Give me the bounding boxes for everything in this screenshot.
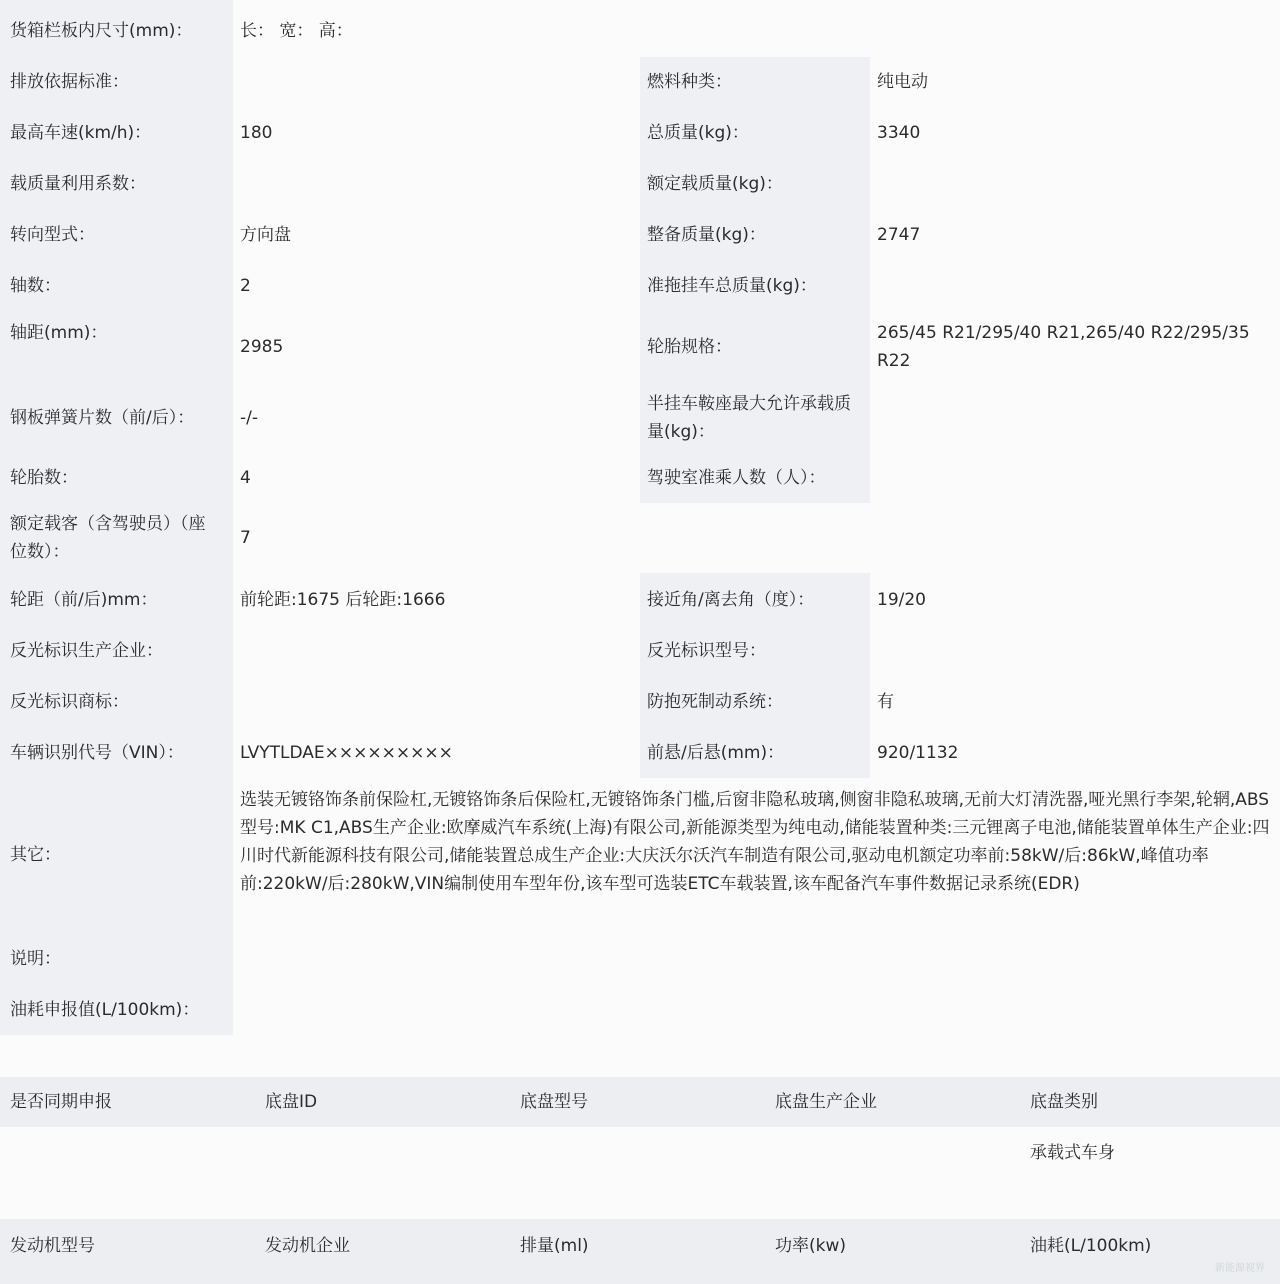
spec-label: 轴距(mm)： (10, 323, 108, 343)
spec-label: 轮距（前/后)mm： (10, 590, 158, 610)
spec-value: 长： 宽： 高： (240, 21, 353, 41)
spec-label: 其它： (10, 845, 61, 865)
spec-label: 额定载客（含驾驶员）（座位数）： (10, 514, 206, 562)
spec-value: -/- (240, 408, 258, 428)
spec-label-2: 半挂车鞍座最大允许承载质量(kg)： (647, 394, 851, 442)
spec-label: 载质量利用系数： (10, 174, 146, 194)
chassis-header-type: 底盘类别 (1030, 1092, 1098, 1112)
spec-value-2: 有 (877, 692, 894, 712)
spec-value: 前轮距:1675 后轮距:1666 (240, 590, 446, 610)
engine-header-displacement: 排量(ml) (520, 1236, 589, 1256)
chassis-header-id: 底盘ID (265, 1092, 318, 1112)
chassis-cell-type: 承载式车身 (1030, 1143, 1115, 1163)
engine-header-consumption: 油耗(L/100km) (1030, 1236, 1152, 1256)
spec-label-2: 驾驶室准乘人数（人）： (647, 468, 826, 488)
spec-label-2: 反光标识型号： (647, 641, 766, 661)
spec-value: 4 (240, 468, 251, 488)
spec-value-2: 265/45 R21/295/40 R21,265/40 R22/295/35 R22 (877, 323, 1250, 371)
spec-value: LVYTLDAE××××××××× (240, 743, 453, 763)
spec-label-2: 防抱死制动系统： (647, 692, 783, 712)
spec-label: 货箱栏板内尺寸(mm)： (10, 21, 193, 41)
spec-value: 2 (240, 276, 251, 296)
engine-header-maker: 发动机企业 (265, 1236, 350, 1256)
spec-label-2: 准拖挂车总质量(kg)： (647, 276, 817, 296)
spec-label-2: 整备质量(kg)： (647, 225, 766, 245)
spec-label-2: 额定载质量(kg)： (647, 174, 783, 194)
spec-label-2: 总质量(kg)： (647, 123, 749, 143)
spec-value-2: 2747 (877, 225, 921, 245)
spec-label: 说明： (10, 949, 61, 969)
spec-label-2: 轮胎规格： (647, 337, 732, 357)
chassis-header-model: 底盘型号 (520, 1092, 588, 1112)
spec-label: 反光标识生产企业： (10, 641, 163, 661)
spec-label-2: 前悬/后悬(mm)： (647, 743, 785, 763)
spec-value-2: 920/1132 (877, 743, 959, 763)
spec-value-other: 选装无镀铬饰条前保险杠,无镀铬饰条后保险杠,无镀铬饰条门槛,后窗非隐私玻璃,侧窗非隐私玻璃,无前大灯清洗器,哑光黑行李架,轮辋,ABS型号:MK C1,ABS生产企业:欧摩威汽车系统(上海)有限公司,新能源类型为纯电动,储能装置种类:三元锂离子电池,储能装置单体生产企业:四川时代新能源科技有限公司,储能装置总成生产企业:大庆沃尔沃汽车制造有限公司,驱动电机额定功率前:58kW/后:86kW,峰值功率前:220kW/后:280kW,VIN编制使用车型年份,该车型可选装ETC车载装置,该车配备汽车事件数据记录系统(EDR) (240, 790, 1270, 894)
spec-value: 180 (240, 123, 273, 143)
spec-label: 车辆识别代号（VIN）： (10, 743, 184, 763)
spec-value-2: 19/20 (877, 590, 926, 610)
chassis-header-maker: 底盘生产企业 (775, 1092, 877, 1112)
spec-value: 2985 (240, 337, 284, 357)
spec-value: 7 (240, 528, 251, 548)
spec-label: 轴数： (10, 276, 61, 296)
engine-header-power: 功率(kw) (775, 1236, 847, 1256)
spec-value: 方向盘 (240, 225, 291, 245)
spec-value-2: 3340 (877, 123, 921, 143)
spec-label-2: 燃料种类： (647, 72, 732, 92)
spec-label: 排放依据标准： (10, 72, 129, 92)
spec-label: 反光标识商标： (10, 692, 129, 712)
spec-value-2: 纯电动 (877, 72, 928, 92)
chassis-header-sync: 是否同期申报 (10, 1092, 112, 1112)
spec-label-2: 接近角/离去角（度）： (647, 590, 815, 610)
spec-label: 最高车速(km/h)： (10, 123, 152, 143)
spec-label: 钢板弹簧片数（前/后）： (10, 408, 195, 428)
spec-label: 轮胎数： (10, 468, 78, 488)
spec-label: 油耗申报值(L/100km)： (10, 1000, 200, 1020)
spec-label: 转向型式： (10, 225, 95, 245)
engine-header-model: 发动机型号 (10, 1236, 95, 1256)
watermark: 新能源视界 (1215, 1263, 1265, 1274)
